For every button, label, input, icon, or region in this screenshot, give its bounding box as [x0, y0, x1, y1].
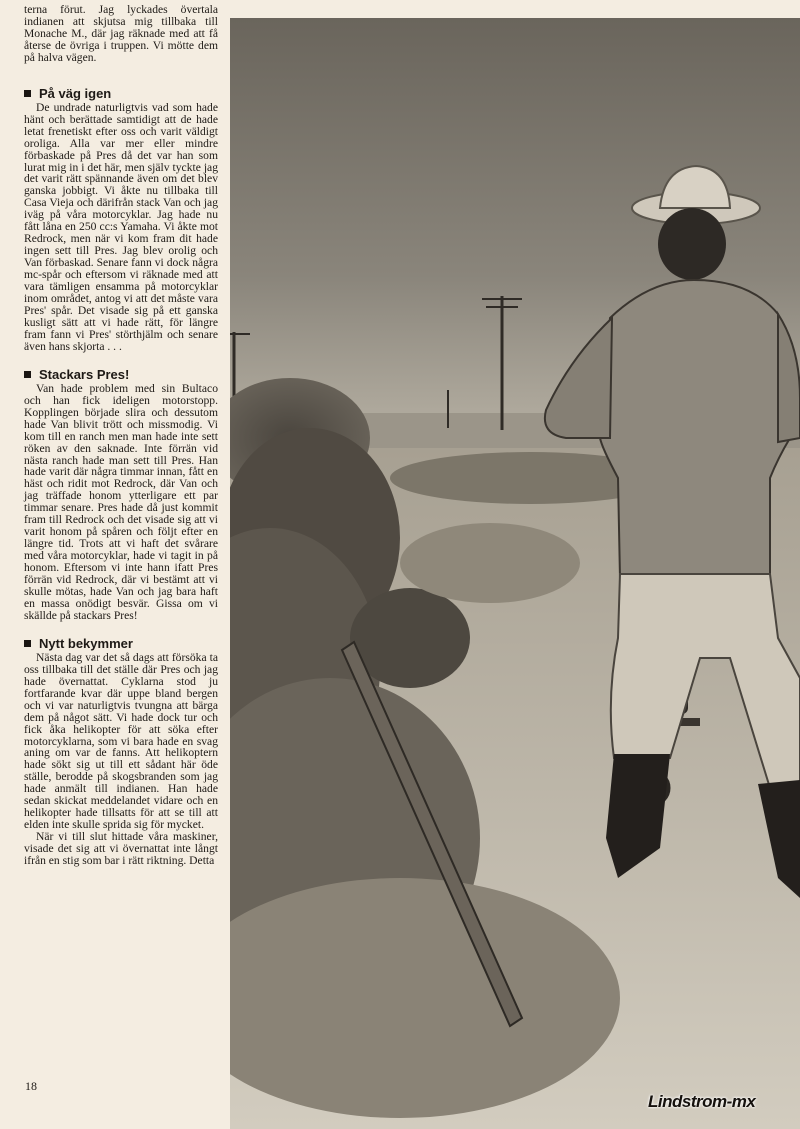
- square-bullet-icon: [24, 90, 31, 97]
- intro-line: vägen.: [65, 50, 97, 64]
- intro-line: till Monache M., där jag räknade: [24, 14, 218, 40]
- page-number: 18: [25, 1079, 37, 1093]
- square-bullet-icon: [24, 640, 31, 647]
- desert-photo: [230, 18, 800, 1129]
- intro-line: truppen. Vi mötte dem på halva: [24, 38, 218, 64]
- section-heading-nytt-bekymmer: [24, 636, 218, 651]
- section-heading-stackars-pres: [24, 367, 218, 382]
- section-paragraph: Nästa dag var det så dags att försöka ta oss tillbaka till det ställe där Pres och jag hade övernattat. Cyklarna stod ju fortfarande kvar där uppe bland bergen och vi var naturligtvis tvungna att bärga dem på något sätt. Vi hade dock tur och fick åka helikopter för att söka efter motorcyklarna, som vi bara hade en svag aning om var de fanns. Att helikoptern hade sökt sig ut till ett sådant här öde ställe, berodde på skogsbranden som jag hade anmält till indianen. Han hade sedan skickat meddelandet vidare och en helikopter hade tillsatts för att se till att elden inte skulle sprida sig för mycket.: [24, 650, 218, 832]
- section-heading-pa-vag-igen: [24, 86, 218, 101]
- article-text-column: [24, 4, 218, 867]
- section-paragraph: De undrade naturligtvis vad som hade hänt och berättade samtidigt att de hade letat frenetiskt efter oss och varit väldigt oroliga. Alla var mer eller mindre förbaskade på Pres då det var han som lurat mig in i det här, men själv tyckte jag det varit rätt spännande även om det blev ganska jobbigt. Vi åkte nu tillbaka till Casa Vieja och därifrån stack Van och jag iväg på våra motorcyklar. Jag hade nu fått låna en 250 cc:s Yamaha. Vi åkte mot Redrock, men när vi kom fram dit hade ingen sett till Pres. Jag blev orolig och Van förbaskad. Senare fann vi dock några mc-spår och eftersom vi räknade med att vara tämligen ensamma på motorcyklar inom området, antog vi att det måste vara Pres' spår. Det visade sig på ett ganska kusligt sätt att vi hade rätt, för längre fram fann vi Pres' störthjälm och senare även hans skjorta . . .: [24, 100, 218, 353]
- section-paragraph: När vi till slut hittade våra maskiner, visade det sig att vi övernattat inte långt ifrån en stig som bar i rätt riktning. Detta: [24, 830, 218, 868]
- photo-credit: Lindstrom-mx: [648, 1092, 756, 1111]
- intro-line: terna förut. Jag lyckades övertala: [24, 3, 218, 16]
- intro-paragraph: [24, 4, 218, 64]
- photo-illustration: [230, 18, 800, 1129]
- square-bullet-icon: [24, 371, 31, 378]
- section-heading-text: Nytt bekymmer: [39, 635, 133, 651]
- intro-line: med att få återse de övriga i: [24, 26, 218, 52]
- section-heading-text: Stackars Pres!: [39, 366, 130, 382]
- intro-line: indianen att skjutsa mig tillbaka: [24, 14, 197, 28]
- section-paragraph: Van hade problem med sin Bultaco och han fick ideligen motorstopp. Kopplingen började slira och dessutom hade Van blivit trött och missmodig. Vi kom till en ranch men man hade inte sett röken av den saknade. Inte förrän vid nästa ranch hade man sett till Pres. Han hade varit där några timmar innan, fått en häst och ridit mot Redrock, där Van och jag träffade honom ytterligare ett par timmar senare. Pres hade då just kommit fram till Redrock och det visade sig att vi varit honom på spåren och följt efter en längre tid. Trots att vi haft det svårare med våra motorcyklar, hade vi tagit in på honom. Eftersom vi inte hann ifatt Pres förrän vid Redrock, där vi bestämt att vi skulle mötas, hade Van och jag bara haft en massa onödigt besvär. Gissa om vi skällde på stackars Pres!: [24, 381, 218, 622]
- section-heading-text: På väg igen: [39, 85, 112, 101]
